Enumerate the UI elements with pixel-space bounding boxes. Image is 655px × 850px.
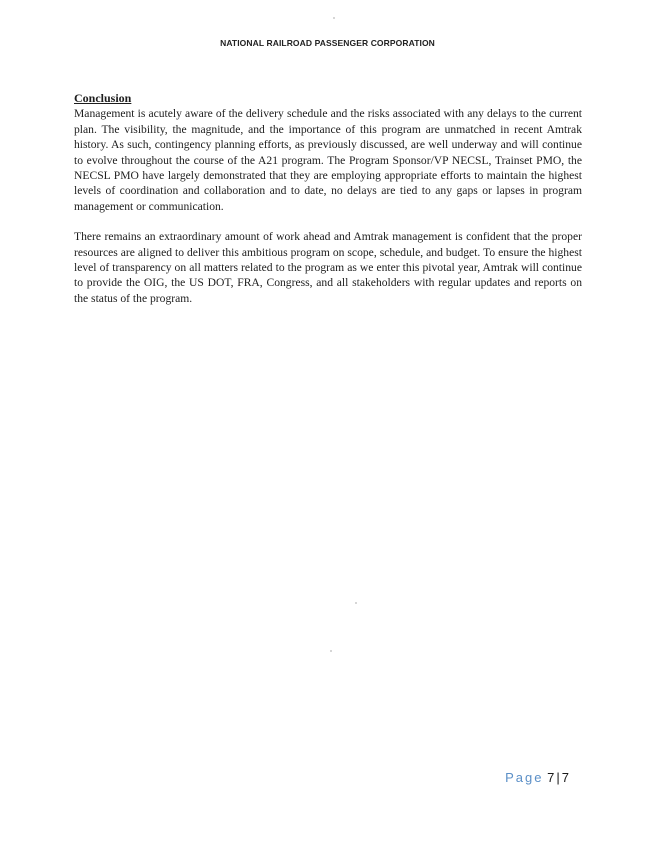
page-label: Page bbox=[505, 770, 544, 785]
current-page-number: 7 bbox=[547, 770, 555, 785]
scan-speck bbox=[333, 17, 335, 19]
scan-speck bbox=[355, 602, 357, 604]
section-heading: Conclusion bbox=[74, 91, 132, 105]
paragraph-conclusion-1: Management is acutely aware of the delivery schedule and the risks associated with any delays to the current plan. The visibility, the magnitude, and the importance of this program are unmatched in recent Amtrak history. As such, contingency planning efforts, as previously discussed, are well underway and will continue to evolve throughout the course of the A21 program. The Program Sponsor/VP NECSL, Trainset PMO, the NECSL PMO have largely demonstrated that they are employing appropriate efforts to maintain the highest levels of coordination and collaboration and to date, no delays are tied to any gaps or lapses in program management or communication. bbox=[74, 107, 582, 213]
scan-speck bbox=[330, 650, 332, 652]
document-body bbox=[74, 91, 582, 306]
total-pages-number: 7 bbox=[561, 770, 569, 785]
page-footer bbox=[505, 770, 569, 785]
page-separator: | bbox=[556, 770, 560, 785]
page-header: NATIONAL RAILROAD PASSENGER CORPORATION bbox=[220, 38, 435, 48]
paragraph-conclusion-2: There remains an extraordinary amount of work ahead and Amtrak management is confident that the proper resources are aligned to deliver this ambitious program on scope, schedule, and budget. To ensure the highest level of transparency on all matters related to the program as we enter this pivotal year, Amtrak will continue to provide the OIG, the US DOT, FRA, Congress, and all stakeholders with regular updates and reports on the status of the program. bbox=[74, 230, 582, 305]
